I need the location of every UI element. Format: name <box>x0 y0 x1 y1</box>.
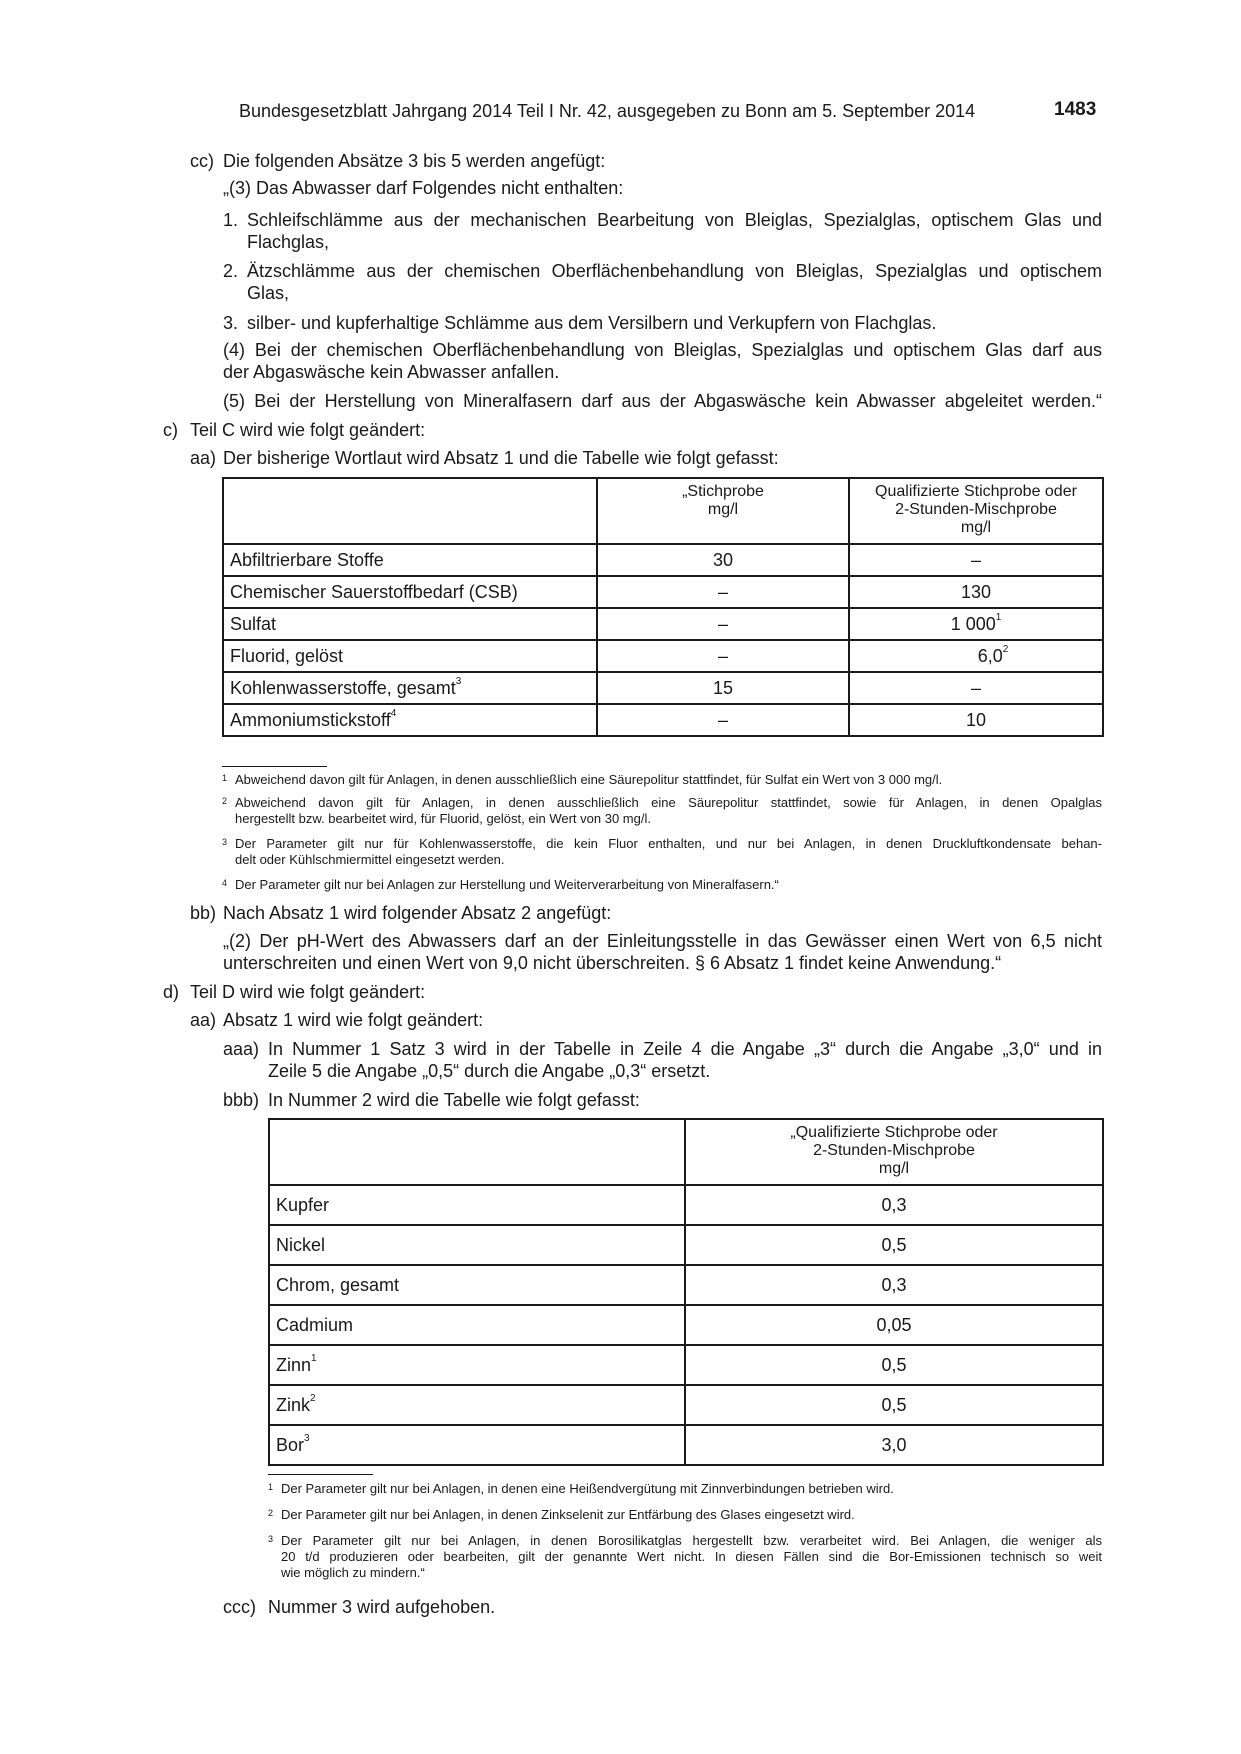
row-value: 0,3 <box>685 1265 1103 1305</box>
col2-header: „Qualifizierte Stichprobe oder 2-Stunden-Mischprobe mg/l <box>685 1119 1103 1185</box>
item-2-line2: Glas, <box>247 283 290 303</box>
row-value: 0,05 <box>685 1305 1103 1345</box>
footnote-3: 3 Der Parameter gilt nur für Kohlenwasserstoffe, die kein Fluor enthalten, und nur bei Anlagen, in denen Druckluftkondensate behan- delt oder Kühlschmiermittel eingesetzt werden. <box>222 836 1102 867</box>
row-value-qualifiziert: 130 <box>849 576 1103 608</box>
ccc-text: Nummer 3 wird aufgehoben. <box>268 1597 496 1617</box>
table-row <box>223 704 1103 736</box>
col2-header: „Stichprobe mg/l <box>597 478 849 544</box>
table-row <box>269 1425 1103 1465</box>
row-value: 0,5 <box>685 1385 1103 1425</box>
table-row <box>223 640 1103 672</box>
item-1-num: 1. <box>223 210 239 230</box>
col1-header <box>223 478 597 544</box>
item-1-line2: Flachglas, <box>247 232 330 252</box>
table-row <box>223 672 1103 704</box>
table-row <box>269 1225 1103 1265</box>
table-header-row <box>269 1119 1103 1185</box>
item-2-line1: Ätzschlämme aus der chemischen Oberflächenbehandlung von Bleiglas, Spezialglas und optischem <box>247 261 1102 281</box>
table-row <box>269 1345 1103 1385</box>
row-name: Ammoniumstickstoff$^4$ <box>223 704 597 736</box>
row-name: Chrom, gesamt <box>269 1265 685 1305</box>
row-value-qualifiziert: – <box>849 544 1103 576</box>
bb-para-line2: unterschreiten und einen Wert von 9,0 nicht überschreiten. § 6 Absatz 1 findet keine Anwendung.“ <box>223 953 1002 973</box>
table-row <box>223 544 1103 576</box>
table-teil-d <box>268 1118 1104 1466</box>
col1-header <box>269 1119 685 1185</box>
c-label: c) <box>163 420 178 440</box>
table-row <box>223 608 1103 640</box>
row-name: Bor$^3$ <box>269 1425 685 1465</box>
row-value: 0,3 <box>685 1185 1103 1225</box>
table-row <box>223 576 1103 608</box>
row-name: Sulfat <box>223 608 597 640</box>
footnote-d-1: 1 Der Parameter gilt nur bei Anlagen, in denen eine Heißendvergütung mit Zinnverbindungen betrieben wird. <box>268 1481 894 1496</box>
bbb-text: In Nummer 2 wird die Tabelle wie folgt gefasst: <box>268 1090 640 1110</box>
c-aa-text: Der bisherige Wortlaut wird Absatz 1 und die Tabelle wie folgt gefasst: <box>223 448 779 468</box>
aaa-label: aaa) <box>223 1039 260 1059</box>
d-text: Teil D wird wie folgt geändert: <box>190 982 426 1002</box>
page-number: 1483 <box>1054 99 1097 120</box>
footnote-rule <box>268 1474 373 1475</box>
bb-para-line1: „(2) Der pH-Wert des Abwassers darf an der Einleitungsstelle in das Gewässer einen Wert von 6,5 nicht <box>223 931 1102 951</box>
bb-label: bb) <box>190 903 217 923</box>
row-value-stichprobe: 15 <box>597 672 849 704</box>
table-row <box>269 1185 1103 1225</box>
item-3-line1: silber- und kupferhaltige Schlämme aus dem Versilbern und Verkupfern von Flachglas. <box>247 313 937 333</box>
aaa-line1: In Nummer 1 Satz 3 wird in der Tabelle in Zeile 4 die Angabe „3“ durch die Angabe „3,0“ und in <box>268 1039 1102 1059</box>
row-name: Nickel <box>269 1225 685 1265</box>
row-name: Zink$^2$ <box>269 1385 685 1425</box>
footnote-rule <box>222 766 327 767</box>
table-teil-c <box>222 477 1104 737</box>
table-row <box>269 1305 1103 1345</box>
para4-line2: der Abgaswäsche kein Abwasser anfallen. <box>223 362 560 382</box>
para3-intro: „(3) Das Abwasser darf Folgendes nicht enthalten: <box>223 178 624 198</box>
row-name: Zinn$^1$ <box>269 1345 685 1385</box>
row-value-qualifiziert: – <box>849 672 1103 704</box>
footnote-1: 1 Abweichend davon gilt für Anlagen, in denen ausschließlich eine Säurepolitur stattfindet, für Sulfat ein Wert von 3 000 mg/l. <box>222 772 943 787</box>
row-name: Kupfer <box>269 1185 685 1225</box>
row-name: Abfiltrierbare Stoffe <box>223 544 597 576</box>
bb-text: Nach Absatz 1 wird folgender Absatz 2 angefügt: <box>223 903 612 923</box>
para5: (5) Bei der Herstellung von Mineralfasern darf aus der Abgaswäsche kein Abwasser abgeleitet werden.“ <box>223 391 1102 411</box>
item-3-num: 3. <box>223 313 239 333</box>
table-row <box>269 1265 1103 1305</box>
item-2-num: 2. <box>223 261 239 281</box>
row-value-qualifiziert: 10 <box>849 704 1103 736</box>
footnote-d-2: 2 Der Parameter gilt nur bei Anlagen, in denen Zinkselenit zur Entfärbung des Glases eingesetzt wird. <box>268 1507 855 1522</box>
row-value-stichprobe: – <box>597 576 849 608</box>
cc-label: cc) <box>190 151 214 171</box>
row-name: Chemischer Sauerstoffbedarf (CSB) <box>223 576 597 608</box>
d-label: d) <box>163 982 180 1002</box>
bbb-label: bbb) <box>223 1090 260 1110</box>
aaa-line2: Zeile 5 die Angabe „0,5“ durch die Angabe „0,3“ ersetzt. <box>268 1061 711 1081</box>
item-1-line1: Schleifschlämme aus der mechanischen Bearbeitung von Bleiglas, Spezialglas, optischem Glas und <box>247 210 1102 230</box>
footnote-2: 2 Abweichend davon gilt für Anlagen, in denen ausschließlich eine Säurepolitur stattfindet, sowie für Anlagen, in denen Opalglas hergestellt bzw. bearbeitet wird, für Fluorid, gelöst, ein Wert von 30 mg/l. <box>222 795 1102 826</box>
row-value-qualifiziert: $6,0^2$ <box>849 640 1103 672</box>
table-header-row <box>223 478 1103 544</box>
row-value: 3,0 <box>685 1425 1103 1465</box>
cc-text: Die folgenden Absätze 3 bis 5 werden angefügt: <box>223 151 606 171</box>
row-value-stichprobe: – <box>597 704 849 736</box>
row-name: Fluorid, gelöst <box>223 640 597 672</box>
table-row <box>269 1385 1103 1425</box>
ccc-label: ccc) <box>223 1597 256 1617</box>
row-name: Cadmium <box>269 1305 685 1345</box>
running-title: Bundesgesetzblatt Jahrgang 2014 Teil I Nr. 42, ausgegeben zu Bonn am 5. September 2014 <box>239 101 976 121</box>
row-value-stichprobe: – <box>597 640 849 672</box>
row-value: 0,5 <box>685 1225 1103 1265</box>
row-value-stichprobe: – <box>597 608 849 640</box>
d-aa-label: aa) <box>190 1010 217 1030</box>
footnote-d-3: 3 Der Parameter gilt nur bei Anlagen, in denen Borosilikatglas hergestellt bzw. verarbeitet wird. Bei Anlagen, die weniger als 20 t/d produzieren oder bearbeiten, gilt der genannte Wert nicht. In diesen Fällen sind die Bor-Emissionen technisch so weit wie möglich zu mindern.“ <box>268 1533 1102 1580</box>
para4-line1: (4) Bei der chemischen Oberflächenbehandlung von Bleiglas, Spezialglas und optischem Glas darf aus <box>223 340 1102 360</box>
row-value-stichprobe: 30 <box>597 544 849 576</box>
footnote-4: 4 Der Parameter gilt nur bei Anlagen zur Herstellung und Weiterverarbeitung von Mineralfasern.“ <box>222 877 779 892</box>
col3-header: Qualifizierte Stichprobe oder 2-Stunden-Mischprobe mg/l <box>849 478 1103 544</box>
row-name: Kohlenwasserstoffe, gesamt$^3$ <box>223 672 597 704</box>
row-value-qualifiziert: 1 $000^1$ <box>849 608 1103 640</box>
d-aa-text: Absatz 1 wird wie folgt geändert: <box>223 1010 484 1030</box>
c-aa-label: aa) <box>190 448 217 468</box>
c-text: Teil C wird wie folgt geändert: <box>190 420 426 440</box>
row-value: 0,5 <box>685 1345 1103 1385</box>
